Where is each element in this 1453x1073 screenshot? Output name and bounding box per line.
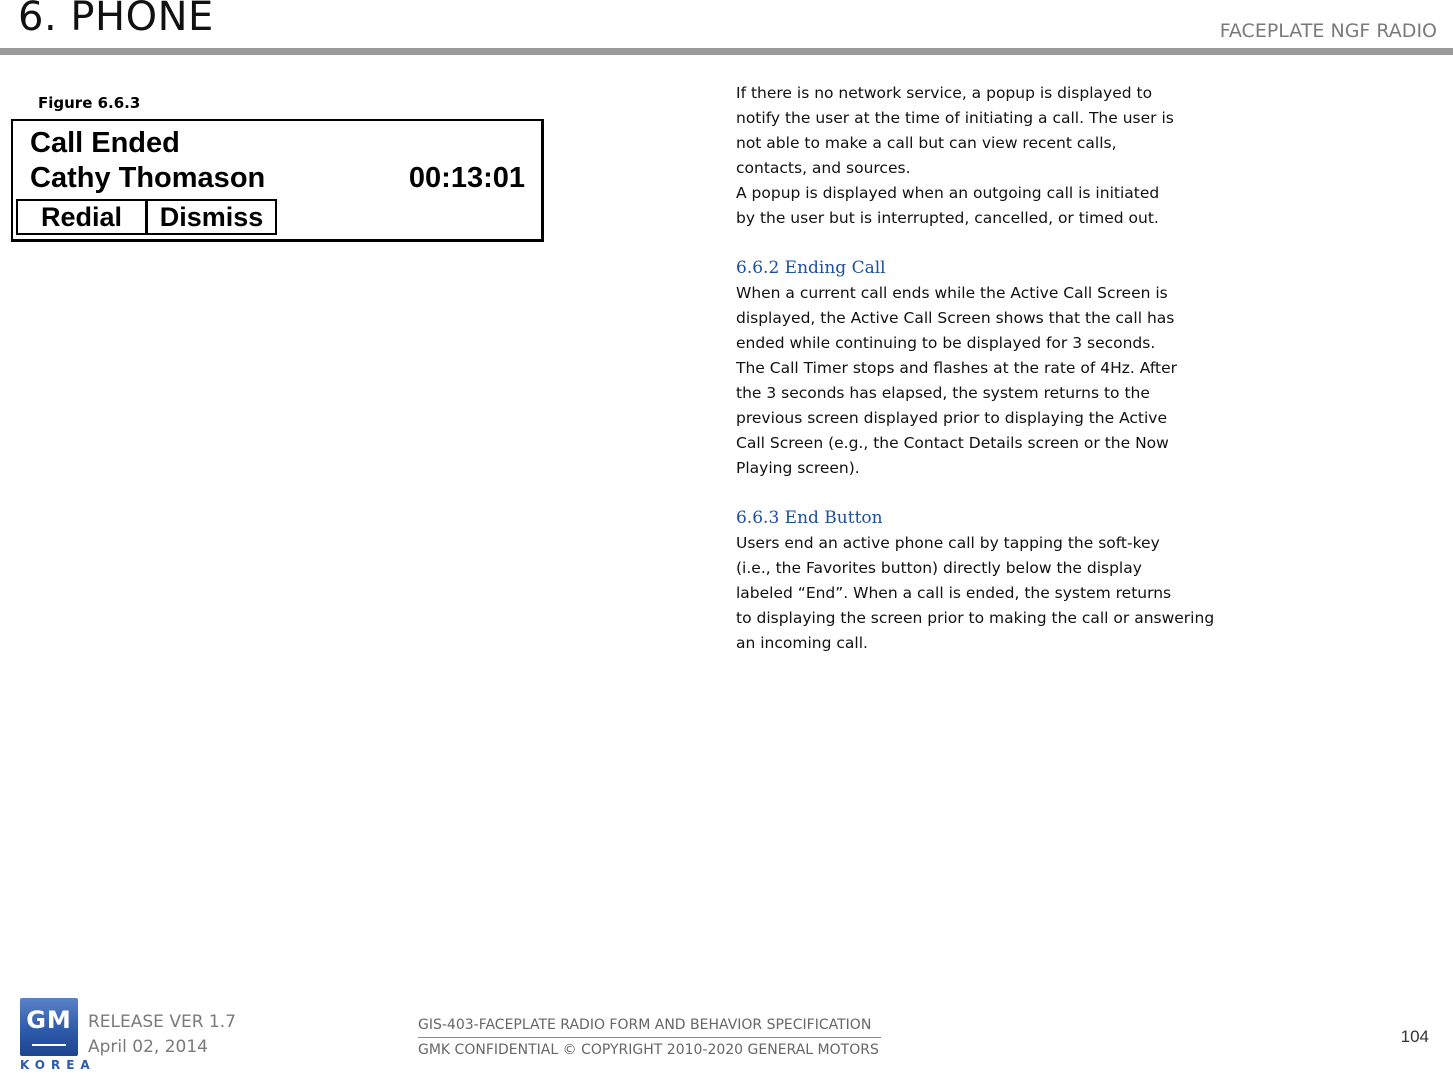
section-heading-ending-call: 6.6.2 Ending Call (736, 258, 886, 278)
section-heading-end-button: 6.6.3 End Button (736, 508, 883, 528)
ending-call-line: previous screen displayed prior to displaying the Active (736, 409, 1168, 427)
contact-name: Cathy Thomason (30, 162, 266, 194)
ending-call-line: the 3 seconds has elapsed, the system returns to the (736, 384, 1150, 402)
ending-call-line: When a current call ends while the Active Call Screen is (736, 284, 1168, 302)
page-number: 104 (1400, 1027, 1429, 1046)
intro-line: A popup is displayed when an outgoing call is initiated (736, 184, 1160, 202)
intro-line: notify the user at the time of initiating a call. The user is (736, 109, 1174, 127)
end-button-line: an incoming call. (736, 634, 868, 652)
spec-title: GIS-403-FACEPLATE RADIO FORM AND BEHAVIOR SPECIFICATION (418, 1013, 881, 1038)
logo-subtext: KOREA (20, 1058, 96, 1072)
ending-call-line: displayed, the Active Call Screen shows that the call has (736, 309, 1175, 327)
ending-call-line: Call Screen (e.g., the Contact Details screen or the Now (736, 434, 1169, 452)
redial-softkey[interactable]: Redial (16, 199, 147, 235)
ending-call-line: The Call Timer stops and flashes at the rate of 4Hz. After (736, 359, 1177, 377)
call-status-text: Call Ended (30, 127, 180, 159)
gm-logo-icon (20, 998, 78, 1056)
spec-info (418, 1013, 881, 1062)
radio-display-mockup (11, 119, 544, 242)
figure-label: Figure 6.6.3 (38, 94, 141, 112)
release-date: April 02, 2014 (88, 1037, 208, 1057)
logo-text: GM (26, 1006, 72, 1034)
body-text-column (736, 81, 1356, 656)
call-timer: 00:13:01 (408, 162, 525, 194)
confidential-notice: GMK CONFIDENTIAL © COPYRIGHT 2010-2020 GENERAL MOTORS (418, 1042, 879, 1058)
header-divider (0, 48, 1453, 55)
page-title: 6. PHONE (18, 0, 214, 40)
end-button-line: labeled “End”. When a call is ended, the system returns (736, 584, 1172, 602)
ending-call-line: ended while continuing to be displayed for 3 seconds. (736, 334, 1156, 352)
intro-line: contacts, and sources. (736, 159, 911, 177)
intro-line: not able to make a call but can view recent calls, (736, 134, 1117, 152)
gm-korea-logo (20, 998, 96, 1073)
document-name: FACEPLATE NGF RADIO (1219, 20, 1437, 42)
release-version: RELEASE VER 1.7 (88, 1012, 236, 1032)
intro-line: by the user but is interrupted, cancelled, or timed out. (736, 209, 1159, 227)
release-info (88, 1010, 236, 1060)
intro-line: If there is no network service, a popup is displayed to (736, 84, 1153, 102)
end-button-line: (i.e., the Favorites button) directly below the display (736, 559, 1142, 577)
end-button-line: Users end an active phone call by tapping the soft-key (736, 534, 1160, 552)
dismiss-softkey[interactable]: Dismiss (146, 199, 277, 235)
end-button-line: to displaying the screen prior to making the call or answering (736, 609, 1215, 627)
ending-call-line: Playing screen). (736, 459, 860, 477)
